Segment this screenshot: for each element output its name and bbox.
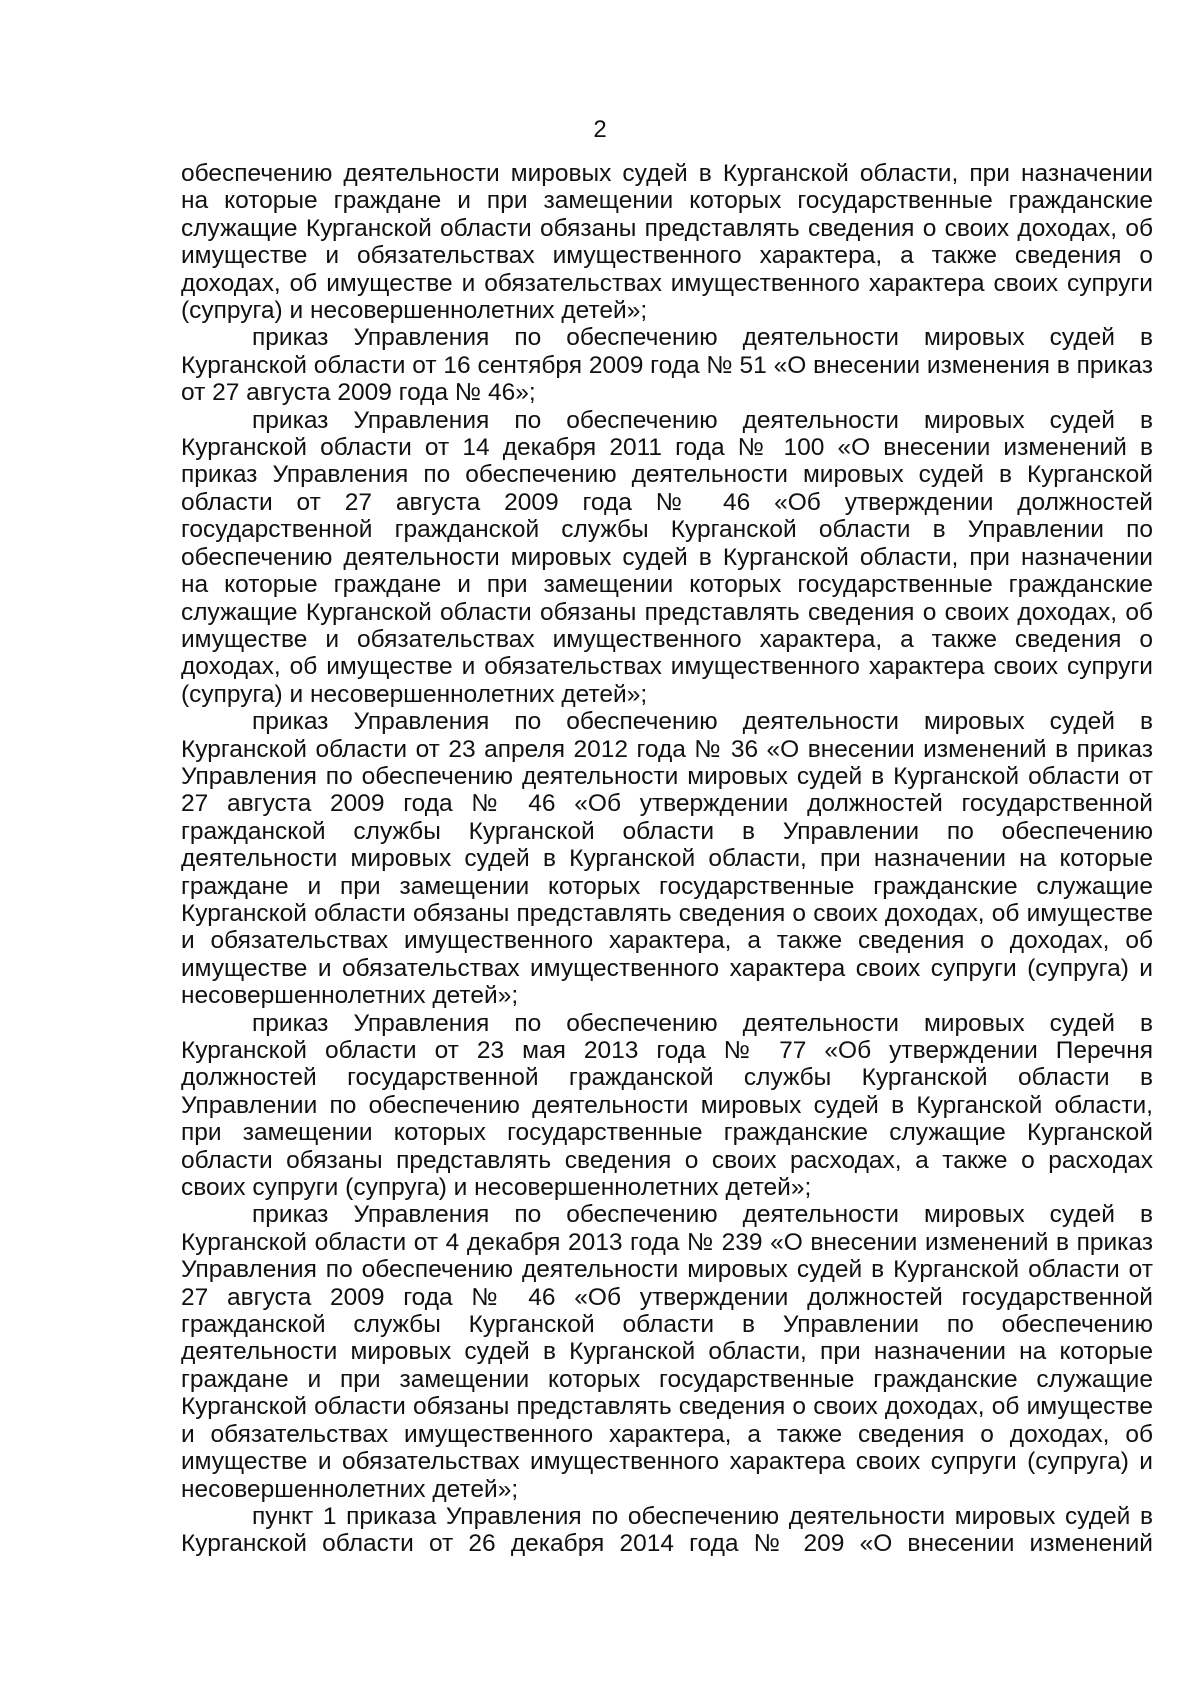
paragraph-order-239: приказ Управления по обеспечению деятельности мировых судей в Курганской области от 4 декабря 2013 года № 239 «О внесении изменений в приказ Управления по обеспечению деятельности мировых судей в Курганской области от 27 августа 2009 года № 46 «Об утверждении должностей государственной гражданской службы Курганской области в Управлении по обеспечению деятельности мировых судей в Курганской области, при назначении на которые граждане и при замещении которых государственные гражданские служащие Курганской области обязаны представлять сведения о своих доходах, об имуществе и обязательствах имущественного характера, а также сведения о доходах, об имуществе и обязательствах имущественного характера своих супруги (супруга) и несовершеннолетних детей»;: [181, 1201, 1153, 1503]
paragraph-order-209: пункт 1 приказа Управления по обеспечению деятельности мировых судей в Курганской области от 26 декабря 2014 года № 209 «О внесении изменений: [181, 1502, 1153, 1558]
paragraph-order-77: приказ Управления по обеспечению деятельности мировых судей в Курганской области от 23 мая 2013 года № 77 «Об утверждении Перечня должностей государственной гражданской службы Курганской области в Управлении по обеспечению деятельности мировых судей в Курганской области, при замещении которых государственные гражданские служащие Курганской области обязаны представлять сведения о своих расходах, а также о расходах своих супруги (супруга) и несовершеннолетних детей»;: [181, 1009, 1153, 1202]
document-body: [181, 160, 1153, 1558]
page-number: 2: [593, 116, 607, 143]
paragraph-continuation: обеспечению деятельности мировых судей в Курганской области, при назначении на которые граждане и при замещении которых государственные гражданские служащие Курганской области обязаны представлять сведения о своих доходах, об имуществе и обязательствах имущественного характера, а также сведения о доходах, об имуществе и обязательствах имущественного характера своих супруги (супруга) и несовершеннолетних детей»;: [181, 160, 1153, 325]
paragraph-order-100: приказ Управления по обеспечению деятельности мировых судей в Курганской области от 14 декабря 2011 года № 100 «О внесении изменений в приказ Управления по обеспечению деятельности мировых судей в Курганской области от 27 августа 2009 года № 46 «Об утверждении должностей государственной гражданской службы Курганской области в Управлении по обеспечению деятельности мировых судей в Курганской области, при назначении на которые граждане и при замещении которых государственные гражданские служащие Курганской области обязаны представлять сведения о своих доходах, об имуществе и обязательствах имущественного характера, а также сведения о доходах, об имуществе и обязательствах имущественного характера своих супруги (супруга) и несовершеннолетних детей»;: [181, 406, 1153, 708]
paragraph-order-36: приказ Управления по обеспечению деятельности мировых судей в Курганской области от 23 апреля 2012 года № 36 «О внесении изменений в приказ Управления по обеспечению деятельности мировых судей в Курганской области от 27 августа 2009 года № 46 «Об утверждении должностей государственной гражданской службы Курганской области в Управлении по обеспечению деятельности мировых судей в Курганской области, при назначении на которые граждане и при замещении которых государственные гражданские служащие Курганской области обязаны представлять сведения о своих доходах, об имуществе и обязательствах имущественного характера, а также сведения о доходах, об имуществе и обязательствах имущественного характера своих супруги (супруга) и несовершеннолетних детей»;: [181, 708, 1153, 1010]
paragraph-order-51: приказ Управления по обеспечению деятельности мировых судей в Курганской области от 16 сентября 2009 года № 51 «О внесении изменения в приказ от 27 августа 2009 года № 46»;: [181, 324, 1153, 407]
